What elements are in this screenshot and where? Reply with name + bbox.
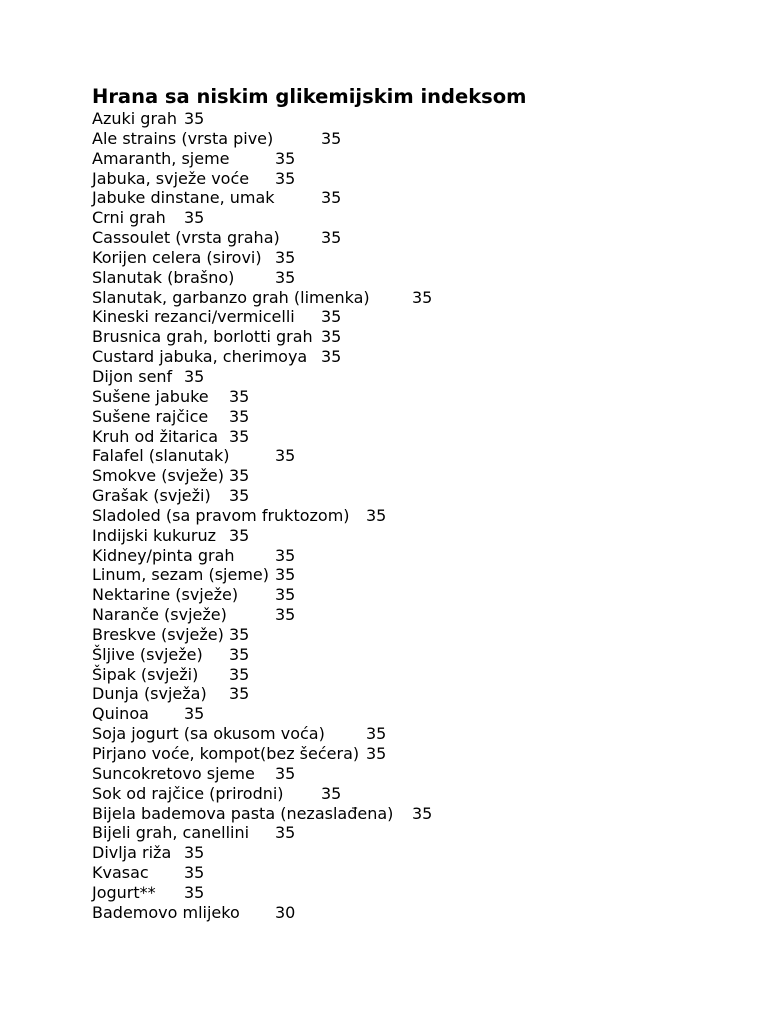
food-item	[92, 268, 732, 288]
food-name: Dijon senf	[92, 366, 173, 386]
glycemic-index-value: 35	[366, 744, 387, 763]
food-item	[92, 764, 732, 784]
glycemic-index-value: 35	[275, 565, 296, 585]
food-name: Crni grah	[92, 208, 166, 228]
glycemic-index-value: 35	[412, 287, 433, 307]
glycemic-index-value: 35	[321, 327, 342, 347]
glycemic-index-value: 35	[184, 704, 205, 724]
food-name: Sušene jabuke	[92, 386, 209, 406]
food-item	[92, 387, 732, 407]
food-item	[92, 665, 732, 685]
glycemic-index-value: 35	[275, 168, 296, 188]
food-name: Jabuka, svježe voće	[92, 168, 250, 188]
glycemic-index-value: 35	[229, 684, 250, 704]
food-name: Suncokretovo sjeme	[92, 763, 255, 783]
food-item	[92, 645, 732, 665]
food-name: Smokve (svježe)	[92, 466, 225, 486]
food-item	[92, 149, 732, 169]
food-name: Kineski rezanci/vermicelli	[92, 307, 295, 327]
food-item	[92, 486, 732, 506]
food-name: Amaranth, sjeme	[92, 148, 230, 168]
food-name: Kidney/pinta grah	[92, 545, 235, 565]
food-item	[92, 327, 732, 347]
food-name: Ale strains (vrsta pive)	[92, 128, 274, 148]
glycemic-index-value: 30	[275, 902, 296, 922]
glycemic-index-value: 35	[229, 486, 250, 506]
food-item	[92, 585, 732, 605]
food-name: Linum, sezam (sjeme)	[92, 565, 269, 585]
food-name: Kvasac	[92, 863, 149, 883]
page-title: Hrana sa niskim glikemijskim indeksom	[92, 85, 527, 108]
glycemic-index-value: 35	[184, 366, 205, 386]
food-name: Bademovo mlijeko	[92, 902, 240, 922]
food-item	[92, 248, 732, 268]
food-item	[92, 744, 732, 764]
glycemic-index-value: 35	[184, 843, 205, 863]
glycemic-index-value: 35	[366, 724, 387, 744]
food-item	[92, 804, 732, 824]
food-item	[92, 307, 732, 327]
food-name: Azuki grah	[92, 109, 177, 128]
food-item	[92, 605, 732, 625]
food-name: Slanutak (brašno)	[92, 267, 235, 287]
glycemic-index-value: 35	[321, 188, 342, 208]
food-item	[92, 109, 732, 129]
food-name: Soja jogurt (sa okusom voća)	[92, 724, 325, 744]
glycemic-index-value: 35	[366, 505, 387, 525]
glycemic-index-value: 35	[229, 406, 250, 426]
glycemic-index-value: 35	[321, 347, 342, 367]
food-name: Bijeli grah, canellini	[92, 823, 250, 843]
glycemic-index-value: 35	[412, 803, 433, 823]
glycemic-index-value: 35	[229, 525, 250, 545]
glycemic-index-value: 35	[275, 545, 296, 565]
food-item	[92, 228, 732, 248]
food-name: Slanutak, garbanzo grah (limenka)	[92, 287, 370, 307]
glycemic-index-value: 35	[321, 783, 342, 803]
food-name: Grašak (svježi)	[92, 486, 211, 506]
food-name: Korijen celera (sirovi)	[92, 247, 262, 267]
food-item	[92, 863, 732, 883]
glycemic-index-value: 35	[229, 386, 250, 406]
food-item	[92, 625, 732, 645]
food-name: Indijski kukuruz	[92, 525, 216, 545]
food-item	[92, 446, 732, 466]
document-page	[92, 85, 732, 923]
food-item	[92, 506, 732, 526]
glycemic-index-value: 35	[275, 585, 296, 605]
food-name: Jabuke dinstane, umak	[92, 188, 275, 208]
food-name: Divlja riža	[92, 843, 172, 863]
glycemic-index-value: 35	[275, 446, 296, 466]
food-name: Brusnica grah, borlotti grah	[92, 327, 313, 347]
food-name: Bijela bademova pasta (nezaslađena)	[92, 803, 394, 823]
glycemic-index-value: 35	[275, 267, 296, 287]
glycemic-index-value: 35	[184, 863, 205, 883]
glycemic-index-value: 35	[229, 466, 250, 486]
food-name: Šipak (svježi)	[92, 664, 199, 684]
food-item	[92, 724, 732, 744]
food-name: Sok od rajčice (prirodni)	[92, 783, 284, 803]
food-name: Kruh od žitarica	[92, 426, 219, 446]
glycemic-index-value: 35	[229, 644, 250, 664]
glycemic-index-value: 35	[321, 307, 342, 327]
food-item	[92, 188, 732, 208]
food-name: Custard jabuka, cherimoya	[92, 347, 308, 367]
food-name: Quinoa	[92, 704, 149, 724]
food-name: Nektarine (svježe)	[92, 585, 239, 605]
food-item	[92, 903, 732, 923]
food-item	[92, 288, 732, 308]
glycemic-index-value: 35	[275, 763, 296, 783]
glycemic-index-value: 35	[184, 208, 205, 228]
glycemic-index-value: 35	[275, 247, 296, 267]
food-item	[92, 823, 732, 843]
glycemic-index-value: 35	[321, 128, 342, 148]
glycemic-index-value: 35	[229, 426, 250, 446]
food-name: Šljive (svježe)	[92, 644, 203, 664]
glycemic-index-value: 35	[275, 823, 296, 843]
glycemic-index-value: 35	[184, 109, 205, 128]
food-item	[92, 546, 732, 566]
food-name: Sušene rajčice	[92, 406, 209, 426]
food-item	[92, 565, 732, 585]
glycemic-index-value: 35	[275, 148, 296, 168]
food-list	[92, 109, 732, 923]
food-item	[92, 407, 732, 427]
food-item	[92, 843, 732, 863]
food-item	[92, 883, 732, 903]
food-item	[92, 704, 732, 724]
food-name: Falafel (slanutak)	[92, 446, 230, 466]
food-item	[92, 208, 732, 228]
food-name: Dunja (svježa)	[92, 684, 207, 704]
glycemic-index-value: 35	[229, 624, 250, 644]
food-item	[92, 347, 732, 367]
food-name: Pirjano voće, kompot(bez šećera)	[92, 744, 360, 763]
food-item	[92, 367, 732, 387]
glycemic-index-value: 35	[275, 605, 296, 625]
food-item	[92, 684, 732, 704]
glycemic-index-value: 35	[229, 664, 250, 684]
food-item	[92, 784, 732, 804]
food-item	[92, 129, 732, 149]
food-item	[92, 526, 732, 546]
food-name: Cassoulet (vrsta graha)	[92, 228, 280, 248]
food-item	[92, 466, 732, 486]
food-name: Sladoled (sa pravom fruktozom)	[92, 505, 350, 525]
food-name: Naranče (svježe)	[92, 605, 227, 625]
food-item	[92, 169, 732, 189]
food-name: Breskve (svježe)	[92, 624, 224, 644]
glycemic-index-value: 35	[184, 882, 205, 902]
food-name: Jogurt**	[92, 882, 156, 902]
food-item	[92, 427, 732, 447]
glycemic-index-value: 35	[321, 228, 342, 248]
